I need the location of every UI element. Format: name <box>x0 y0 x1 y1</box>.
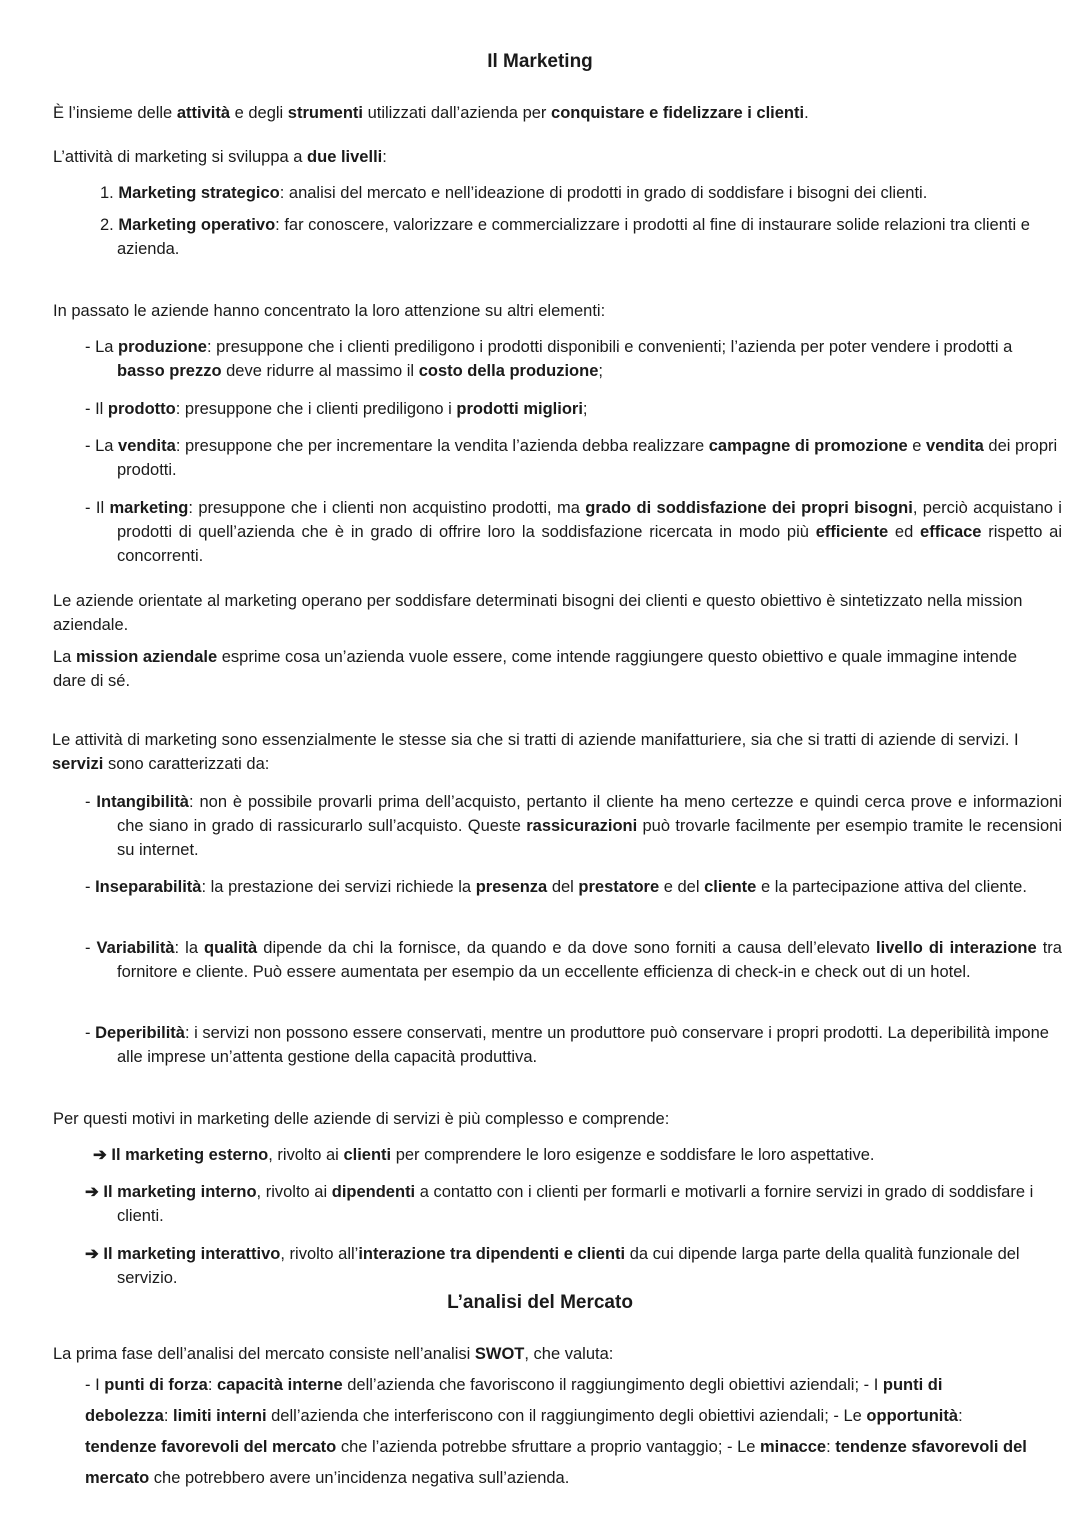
services-intro: Le attività di marketing sono essenzialmente le stesse sia che si tratti di aziende manifatturiere, sia che si tratti di aziende di servizi. I servizi sono caratterizzati da: <box>52 731 1019 773</box>
section-title: L’analisi del Mercato <box>447 1292 633 1313</box>
list-item-intangibilita: - Intangibilità: non è possibile provarli prima dell’acquisto, pertanto il cliente ha meno certezze e quindi cerca prove e informazioni che siano in grado di rassicurarlo sull’acquisto. Queste rassicurazioni può trovarle facilmente per esempio tramite le recensioni su internet. <box>85 793 1062 859</box>
list-item-inseparabilita: - Inseparabilità: la prestazione dei servizi richiede la presenza del prestatore e del cliente e la partecipazione attiva del cliente. <box>85 878 1027 896</box>
list-item-prodotto: - Il prodotto: presuppone che i clienti prediligono i prodotti migliori; <box>85 400 588 418</box>
list-item-marketing: - Il marketing: presuppone che i clienti non acquistino prodotti, ma grado di soddisfazione dei propri bisogni, perciò acquistano i prodotti di quell’azienda che è in grado di offrire loro la soddisfazione ricercata in modo più efficiente ed efficace rispetto ai concorrenti. <box>85 499 1062 565</box>
list-item-marketing-interattivo: ➔ Il marketing interattivo, rivolto all’interazione tra dipendenti e clienti da cui dipende larga parte della qualità funzionale del servizio. <box>85 1245 1020 1287</box>
list-item-variabilita: - Variabilità: la qualità dipende da chi la fornisce, da quando e da dove sono forniti a causa dell’elevato livello di interazione tra fornitore e cliente. Può essere aumentata per esempio da un eccellente efficienza di check-in e check out di un hotel. <box>85 939 1062 981</box>
levels-intro: L’attività di marketing si sviluppa a due livelli: <box>53 148 387 166</box>
complex-intro: Per questi motivi in marketing delle aziende di servizi è più complesso e comprende: <box>53 1110 670 1128</box>
list-item-deperibilita: - Deperibilità: i servizi non possono essere conservati, mentre un produttore può conservare i propri prodotti. La deperibilità impone alle imprese un’attenta gestione della capacità produttiva. <box>85 1024 1049 1066</box>
swot-intro: La prima fase dell’analisi del mercato consiste nell’analisi SWOT, che valuta: <box>53 1345 614 1363</box>
list-item-marketing-interno: ➔ Il marketing interno, rivolto ai dipendenti a contatto con i clienti per formarli e motivarli a fornire servizi in grado di soddisfare i clienti. <box>85 1183 1034 1225</box>
intro-paragraph: È l’insieme delle attività e degli strumenti utilizzati dall’azienda per conquistare e fidelizzare i clienti. <box>53 104 809 122</box>
list-item-produzione: - La produzione: presuppone che i clienti prediligono i prodotti disponibili e convenienti; l’azienda per poter vendere i prodotti a basso prezzo deve ridurre al massimo il costo della produzione; <box>85 338 1013 380</box>
swot-list: - I punti di forza: capacità interne dell’azienda che favoriscono il raggiungimento degli obiettivi aziendali; - I punti di debolezza: limiti interni dell’azienda che interferiscono con il raggiungimento degli obiettivi aziendali; - Le opportunità: tendenze favorevoli del mercato che l’azienda potrebbe sfruttare a proprio vantaggio; - Le minacce: tendenze sfavorevoli del mercato che potrebbero avere un’incidenza negativa sull’azienda. <box>85 1376 1027 1487</box>
list-item-vendita: - La vendita: presuppone che per incrementare la vendita l’azienda debba realizzare campagne di promozione e vendita dei propri prodotti. <box>85 437 1058 479</box>
mission-paragraph: La mission aziendale esprime cosa un’azienda vuole essere, come intende raggiungere questo obiettivo e quale immagine intende dare di sé. <box>53 648 1017 690</box>
list-item-level-1: 1. Marketing strategico: analisi del mercato e nell’ideazione di prodotti in grado di soddisfare i bisogni dei clienti. <box>100 184 928 202</box>
past-intro: In passato le aziende hanno concentrato la loro attenzione su altri elementi: <box>53 302 606 320</box>
oriented-paragraph: Le aziende orientate al marketing operano per soddisfare determinati bisogni dei clienti e questo obiettivo è sintetizzato nella mission aziendale. <box>53 592 1023 634</box>
page-title: Il Marketing <box>487 51 593 72</box>
list-item-level-2: 2. Marketing operativo: far conoscere, valorizzare e commercializzare i prodotti al fine di instaurare solide relazioni tra clienti e azienda. <box>100 216 1030 258</box>
list-item-marketing-esterno: ➔ Il marketing esterno, rivolto ai clienti per comprendere le loro esigenze e soddisfare le loro aspettative. <box>93 1146 875 1164</box>
